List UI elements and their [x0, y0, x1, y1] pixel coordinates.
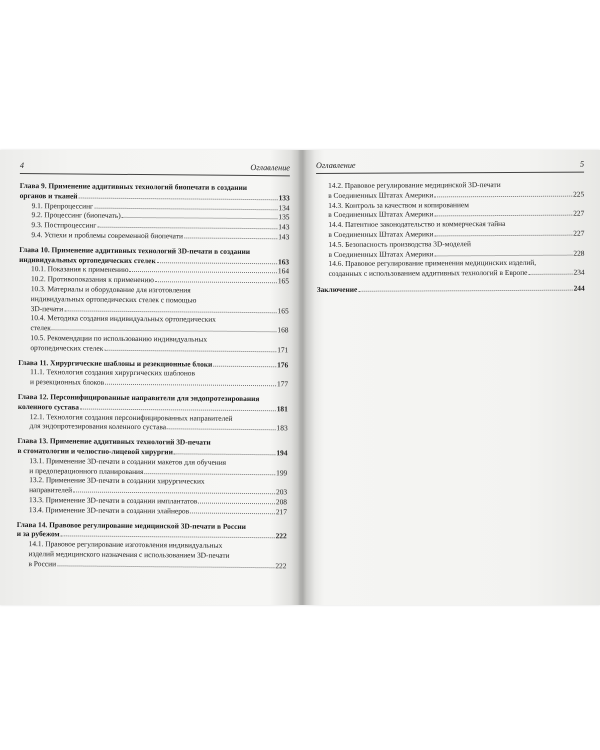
toc-subentry-last-page: 165: [277, 305, 289, 315]
toc-subentry-last-text: 9.2. Процессинг (биопечать): [31, 210, 121, 221]
chapter-page: 133: [278, 193, 290, 203]
toc-subentry-last-text: 13.3. Применение 3D-печати в создании имплантатов: [28, 494, 198, 506]
toc-subentry-last-page: 143: [278, 222, 290, 232]
toc-subentry-last: [28, 559, 286, 571]
toc-subentry-last-page: 183: [276, 423, 288, 433]
chapter-title-line: Глава 14. Правовое регулирование медицинской 3D-печати в России: [16, 519, 247, 531]
toc-subentry-line: 10.3. Материалы и оборудование для изготовления: [30, 284, 191, 295]
toc-subentry: [31, 284, 289, 316]
toc-subentry-last-page: 228: [573, 248, 585, 258]
conclusion-leader: [358, 284, 572, 292]
toc-subentry-last-text: 10.1. Показания к применению: [31, 264, 129, 275]
right-page-number: 5: [579, 159, 585, 169]
toc-subentry-last-page: 165: [277, 276, 289, 286]
toc-subentry-last-page: 171: [277, 345, 289, 355]
right-running-title: Оглавление: [316, 160, 356, 170]
toc-subentry: [328, 180, 584, 201]
toc-subentry-last-text: и предоперационного планирования: [29, 465, 144, 476]
toc-subentry-last-text: в России: [28, 558, 57, 569]
chapter-leader: [213, 359, 276, 367]
chapter-title-line: Глава 9. Применение аддитивных технологий биопечати в создании: [19, 180, 248, 192]
toc-subentry-last-text: 3D-печати: [30, 303, 64, 313]
toc-subentry: [329, 258, 585, 279]
chapter-title-line: Глава 13. Применение аддитивных технологий 3D-печати: [17, 436, 211, 447]
toc-subentry-last-leader: [94, 201, 277, 210]
toc-subentry-last-text: ортопедических стелек: [30, 342, 104, 353]
toc-subentry-line: 11.1. Технология создания хирургических шаблонов: [30, 367, 196, 378]
toc-chapter: [18, 392, 288, 434]
toc-chapter: [18, 245, 289, 355]
toc-subentry-line: 14.4. Патентное законодательство и коммерческая тайна: [328, 219, 506, 230]
toc-chapter: [18, 358, 288, 390]
toc-subentry-last-page: 143: [278, 232, 290, 242]
toc-subentry-line: 14.2. Правовое регулирование медицинской 3D-печати: [328, 180, 501, 190]
toc-subentry-last-leader: [190, 506, 275, 514]
chapter-subentries: [19, 201, 289, 243]
conclusion-page: 244: [573, 283, 585, 293]
chapter-title-line: Глава 12. Персонифицированные направители для эндопротезирования: [17, 391, 260, 404]
chapter-title-text: и за рубежом: [16, 529, 60, 539]
toc-subentry-last-leader: [122, 211, 278, 219]
toc-subentry-last-page: 203: [275, 487, 288, 497]
toc-subentry-last-leader: [64, 304, 276, 313]
toc-subentry-last-leader: [129, 265, 277, 273]
chapter-subentries: [18, 264, 289, 355]
toc-subentry-last-text: стелек: [30, 323, 51, 333]
toc-subentry-last-leader: [105, 378, 276, 386]
toc-subentry-last-page: 234: [573, 267, 585, 277]
toc-subentry-last-leader: [167, 423, 276, 431]
toc-subentry-last-text: в Соединенных Штатах Америки: [328, 190, 434, 200]
right-page: [316, 159, 585, 295]
chapter-title-text: Глава 11. Хирургические шаблоны и резекционные блоки: [18, 357, 213, 369]
right-toc-entries: [316, 180, 585, 295]
toc-subentry-last-text: созданных с использованием аддитивных технологий в Европе: [328, 268, 528, 279]
toc-subentry: [328, 199, 584, 220]
toc-subentry-last-text: в Соединенных Штатах Америки: [328, 229, 434, 239]
chapter-subentries: [17, 456, 288, 517]
toc-subentry-last-text: 10.2. Противопоказания к применению: [30, 274, 155, 285]
left-page: [16, 160, 290, 576]
toc-subentry: [328, 238, 584, 259]
toc-subentry-last-leader: [435, 248, 573, 256]
toc-subentry: [29, 505, 287, 517]
chapter-page: 194: [276, 448, 288, 458]
chapter-title-line: Глава 10. Применение аддитивных технологий 3D-печати в создании: [19, 244, 251, 256]
chapter-leader: [174, 447, 276, 455]
toc-subentry-last-leader: [97, 221, 277, 230]
toc-subentry-last-leader: [434, 229, 572, 237]
toc-subentry-last-leader: [528, 268, 572, 275]
toc-subentry-line: индивидуальных ортопедических стелек с помощью: [30, 293, 197, 305]
chapter-leader: [79, 191, 278, 200]
toc-subentry-last-leader: [52, 323, 277, 332]
toc-subentry: [30, 412, 288, 434]
chapter-leader: [80, 402, 276, 411]
toc-subentry-line: 13.1. Применение 3D-печати в создании макетов для обучения: [29, 455, 227, 467]
left-page-number: 4: [19, 160, 25, 171]
toc-subentry-last-page: 225: [573, 189, 585, 199]
toc-subentry-line: 12.1. Технология создания персонифицированных направителей: [29, 411, 233, 423]
toc-subentry-last-text: 9.4. Успехи и проблемы современной биопечати: [31, 230, 184, 241]
toc-subentry-last-text: для эндопротезирования коленного сустава: [29, 421, 167, 432]
chapter-title-text: индивидуальных ортопедических стелек: [19, 254, 156, 265]
chapter-page: 163: [277, 256, 290, 266]
toc-subentry-last: [30, 421, 288, 433]
right-running-head: [316, 159, 584, 174]
toc-subentry: [30, 333, 288, 355]
chapter-subentries: [18, 412, 288, 434]
left-running-head: [20, 160, 290, 176]
toc-chapter: [19, 181, 290, 242]
toc-subentry-line: 10.5. Рекомендации по использованию индивидуальных: [30, 333, 208, 344]
toc-subentry-last-text: в Соединенных Штатах Америки: [328, 209, 434, 220]
toc-subentry: [29, 456, 287, 478]
chapter-leader: [61, 530, 275, 539]
toc-subentry: [28, 539, 286, 571]
chapter-title-text: коленного сустава: [17, 401, 80, 412]
toc-subentry-line: 14.3. Контроль за качеством и копированием: [328, 199, 469, 210]
chapter-title-text: органов и тканей: [19, 190, 78, 201]
toc-subentry-last-page: 227: [573, 228, 585, 238]
toc-subentry-last-leader: [198, 496, 275, 504]
toc-subentry-last-leader: [57, 559, 274, 568]
toc-subentry-line: 14.5. Безопасность производства 3D-моделей: [328, 238, 471, 249]
toc-subentry-last-leader: [184, 231, 277, 239]
toc-subentry-last-page: 177: [276, 379, 289, 389]
toc-subentry-last-leader: [104, 343, 276, 352]
toc-subentry-last-text: 9.3. Постпроцессинг: [31, 220, 97, 230]
toc-subentry: [30, 313, 288, 335]
toc-subentry-last-text: в Соединенных Штатах Америки: [328, 248, 434, 259]
chapter-page: 222: [275, 531, 287, 541]
conclusion-label: Заключение: [316, 284, 358, 294]
toc-subentry-line: 14.6. Правовое регулирование применения медицинских изделий,: [328, 258, 537, 269]
toc-subentry-last: [29, 505, 287, 517]
book-spine-shadow: [291, 150, 315, 605]
toc-subentry: [29, 475, 287, 497]
toc-subentry-last-text: и резекционных блоков: [30, 377, 105, 387]
toc-subentry-last-page: 199: [276, 467, 288, 477]
chapter-page: 176: [277, 359, 289, 369]
toc-subentry-last-text: 13.4. Применение 3D-печати в создании элайнеров: [28, 504, 190, 516]
chapter-title-text: в стоматологии и челюстно-лицевой хирургии: [17, 445, 173, 457]
toc-subentry-last: [31, 230, 289, 242]
chapter-page: 181: [276, 403, 288, 414]
toc-subentry-last-page: 134: [278, 202, 290, 212]
left-running-title: Оглавление: [250, 163, 290, 173]
toc-chapter: [17, 436, 288, 517]
toc-subentry-last-leader: [434, 189, 572, 197]
chapter-subentries: [16, 539, 286, 571]
toc-subentry-last-page: 208: [275, 497, 288, 507]
toc-conclusion: [317, 284, 585, 295]
toc-subentry-line: 14.1. Правовое регулирование изготовления индивидуальных: [28, 539, 223, 550]
toc-subentry-last: [30, 377, 288, 389]
toc-subentry-last-page: 227: [573, 208, 585, 219]
toc-subentry-last-page: 222: [275, 560, 287, 571]
toc-subentry-last-leader: [144, 467, 275, 475]
toc-subentry: [31, 230, 289, 242]
toc-subentry-last: [30, 343, 288, 355]
toc-subentry-last-text: направителей: [29, 485, 73, 495]
toc-chapter: [16, 519, 286, 570]
toc-subentry-last-page: 168: [277, 325, 289, 335]
toc-subentry-last-page: 217: [275, 506, 287, 517]
toc-subentry: [30, 367, 288, 389]
toc-subentry-line: изделий медицинского назначения с использованием 3D-печати: [28, 548, 230, 560]
toc-subentry-last-leader: [73, 486, 275, 495]
toc-subentry-line: 10.4. Методика создания индивидуальных ортопедических: [30, 313, 216, 325]
toc-subentry-line: 13.2. Применение 3D-печати в создании хирургических: [29, 475, 205, 486]
chapter-subentries: [18, 367, 288, 389]
toc-subentry-last-leader: [434, 209, 572, 217]
toc-subentry-last-text: 9.1. Препроцессинг: [31, 200, 94, 211]
toc-subentry-last-page: 164: [277, 266, 290, 276]
toc-subentry-last: [329, 268, 585, 279]
toc-subentry-last-page: 135: [278, 212, 290, 222]
right-subentries: [316, 180, 585, 279]
left-toc-entries: [16, 181, 289, 571]
toc-subentry-last-leader: [155, 275, 277, 283]
chapter-leader: [157, 256, 277, 264]
toc-subentry: [328, 219, 584, 240]
